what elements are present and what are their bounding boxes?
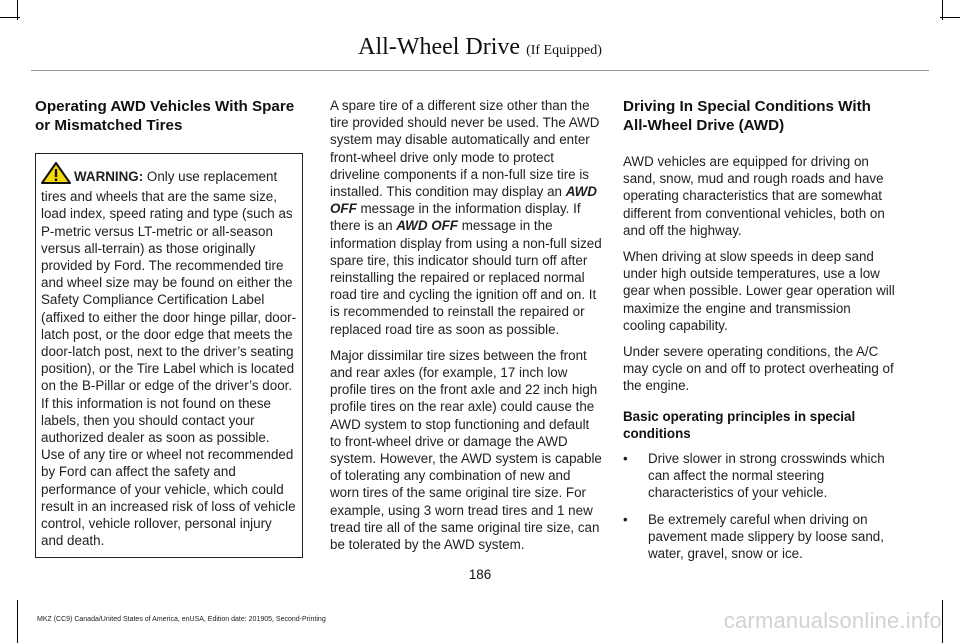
crop-mark-tr-v <box>942 0 943 20</box>
text-run: message in the information display from using a non-full sized spare tire, this indicator should turn off after reinstalling the repaired or replaced normal road tire and cycling the ignition off and on. It is recommended to reinstall the repaired or replaced road tire as soon as possible. <box>330 218 602 337</box>
bullet-icon: • <box>623 511 628 527</box>
header-rule <box>31 70 929 71</box>
text-run: message in the information display. If there is an <box>330 201 581 234</box>
text-run: A spare tire of a different size other than the tire provided should never be used. The AWD system may disable automatically and enter front-wheel drive only mode to protect driveline components if a non-full size tire is installed. This condition may display an <box>330 98 600 200</box>
crop-mark-br-v <box>942 600 943 643</box>
paragraph-ac-cycle: Under severe operating conditions, the A/C may cycle on and off to protect overheating of the engine. <box>623 344 894 394</box>
crop-mark-tr-h <box>940 17 960 18</box>
column-1 <box>35 97 303 558</box>
crop-mark-tl-v <box>17 0 18 20</box>
list-item <box>623 450 895 502</box>
column-3 <box>623 97 895 571</box>
header-subtitle: (If Equipped) <box>526 43 602 58</box>
warning-paragraph <box>41 162 297 549</box>
paragraph-dissimilar-tires: Major dissimilar tire sizes between the front and rear axles (for example, 17 inch low profile tires on the front axle and 22 inch high profile tires on the rear axle) could cause the AWD system to stop functioning and default to front-wheel drive or damage the AWD system. However, the AWD system is capable of tolerating any combination of new and worn tires of the same original tire size. For example, using 3 worn tread tires and 1 new tread tire all of the same original tire size, can be tolerated by the AWD system. <box>330 347 602 553</box>
bullet-icon: • <box>623 451 628 467</box>
warning-label: WARNING: <box>74 169 144 184</box>
list-item-text: Drive slower in strong crosswinds which can affect the normal steering characteristics of your vehicle. <box>648 451 885 501</box>
list-item-text: Be extremely careful when driving on pavement made slippery by loose sand, water, gravel, snow or ice. <box>648 511 884 562</box>
page-number: 186 <box>468 567 492 582</box>
subheading-basic-principles: Basic operating principles in special conditions <box>623 408 856 441</box>
awd-off-message: AWD OFF <box>396 218 458 234</box>
header-title: All-Wheel Drive <box>358 34 521 60</box>
warning-triangle-icon <box>41 162 71 188</box>
awd-off-message: AWD OFF <box>330 184 597 217</box>
warning-box <box>35 153 303 558</box>
page-header <box>0 34 960 61</box>
footer-edition-info: MKZ (CC9) Canada/United States of America, enUSA, Edition date: 201905, Second-Printing <box>37 616 326 623</box>
paragraph-awd-equipped: AWD vehicles are equipped for driving on sand, snow, mud and rough roads and have operating characteristics that are somewhat different from conventional vehicles, both on and off the highway. <box>623 154 885 238</box>
warning-text: Only use replacement tires and wheels that are the same size, load index, speed rating and type (such as P-metric versus LT-metric or all-season versus all-terrain) as those originally provided by Ford. The recommended tire and wheel size may be found on either the Safety Compliance Certification Label (affixed to either the door hinge pillar, door-latch post, or the door edge that meets the door-latch post, next to the driver’s seating position), or the Tire Label which is located on the B-Pillar or edge of the driver’s door. If this information is not found on these labels, then you should contact your authorized dealer as soon as possible. Use of any tire or wheel not recommended by Ford can affect the safety and performance of your vehicle, which could result in an increased risk of loss of vehicle control, vehicle rollover, personal injury and death. <box>41 169 297 549</box>
list-item <box>623 511 895 563</box>
column-2 <box>330 97 602 562</box>
watermark-logo: carmanualsonline.info <box>723 608 942 633</box>
section-heading-special-conditions: Driving In Special Conditions With All-Wheel Drive (AWD) <box>623 98 871 134</box>
bullet-list <box>623 450 895 562</box>
crop-mark-bl-v <box>17 600 18 643</box>
paragraph-low-gear: When driving at slow speeds in deep sand under high outside temperatures, use a low gear when possible. Lower gear operation will maximize the engine and transmission cooling capability. <box>623 249 895 333</box>
section-heading-spare-tires: Operating AWD Vehicles With Spare or Mismatched Tires <box>35 98 295 134</box>
paragraph-spare-tire <box>330 97 602 338</box>
